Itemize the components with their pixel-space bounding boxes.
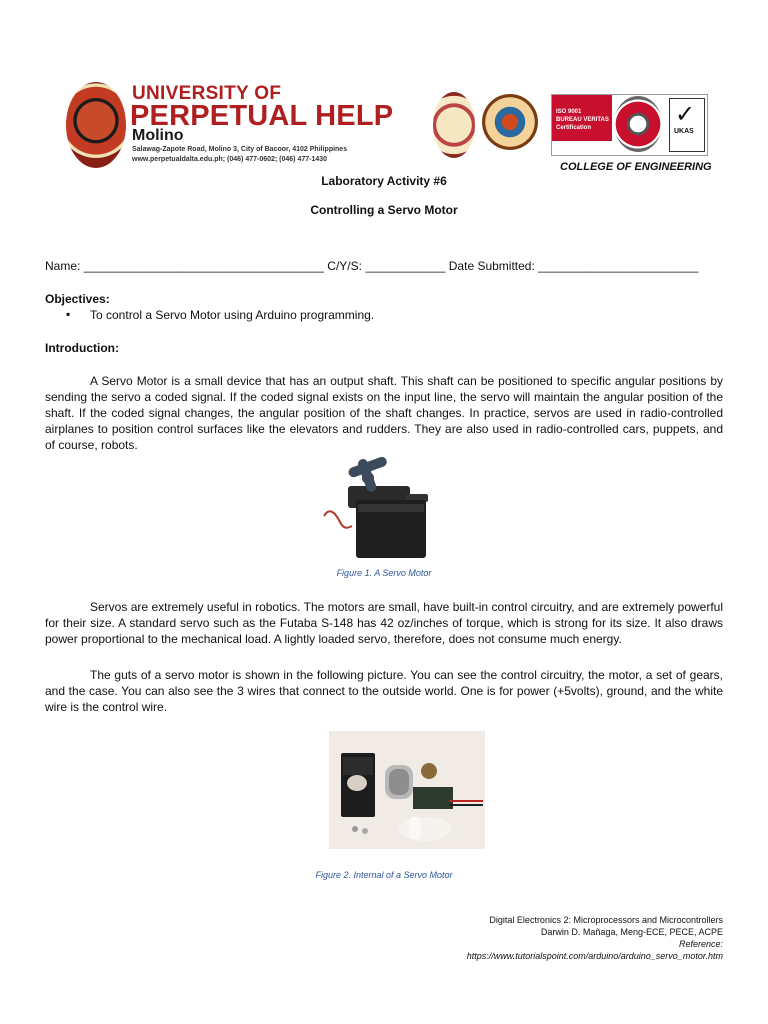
university-name-line2: PERPETUAL HELP [130,100,394,132]
date-label: Date Submitted: [448,259,535,273]
figure-2-caption: Figure 2. Internal of a Servo Motor [315,870,453,880]
activity-subject: Controlling a Servo Motor [310,203,458,217]
servo-motor-image [318,456,448,562]
university-address-block [132,145,347,165]
university-name-line1: UNIVERSITY OF [132,83,282,104]
student-info-line [45,258,698,274]
introduction-heading: Introduction: [45,341,119,355]
bureau-veritas-text: ISO 9001 BUREAU VERITAS Certification [556,109,609,131]
intro-paragraph-1: A Servo Motor is a small device that has an output shaft. This shaft can be positioned to specific angular positions by sending the servo a coded signal. If the coded signal exists on the input line, the servo will maintain the angular position of the shaft. If the coded signal changes, the angular position of the shaft changes. In practice, servos are used in radio-controlled airplanes to position control surfaces like the elevators and rudders. They are also used in radio-controlled cars, puppets, and of course, robots. [45,374,723,452]
footer-author: Darwin D. Mañaga, Meng-ECE, PECE, ACPE [540,927,723,937]
intro-paragraph-3: The guts of a servo motor is shown in the following picture. You can see the control circuitry, the motor, a set of gears, and the case. You can also see the 3 wires that connect to the outside world. One is for power (+5volts), ground, and the white wire is the control wire. [45,668,723,714]
name-label: Name: [45,259,81,273]
footer-block [467,914,723,962]
ukas-label: UKAS [674,128,694,135]
footer-reference-label: Reference: [678,939,723,949]
footer-course: Digital Electronics 2: Microprocessors and Microcontrollers [489,915,723,925]
campus-name: Molino [132,127,184,144]
college-name: COLLEGE OF ENGINEERING [560,161,712,173]
university-seal-logo [66,82,126,168]
college-seal-logo [433,92,475,158]
bureau-veritas-seal-logo [614,96,662,152]
figure-1-caption: Figure 1. A Servo Motor [336,568,432,578]
cys-blank[interactable]: ____________ [365,259,446,273]
cys-label: C/Y/S: [327,259,362,273]
name-blank[interactable]: ____________________________________ [83,259,324,273]
intro-paragraph-2: Servos are extremely useful in robotics. The motors are small, have built-in control circuitry, and are extremely powerful for their size. A standard servo such as the Futaba S-148 has 42 oz/inches of torque, which is strong for its size. It also draws power proportional to the mechanical load. A lightly loaded servo, therefore, does not consume much energy. [45,600,723,646]
activity-title: Laboratory Activity #6 [321,174,447,188]
university-address: Salawag-Zapote Road, Molino 3, City of Bacoor, 4102 Philippines [132,146,348,153]
engineering-seal-logo [482,94,538,150]
objective-item: To control a Servo Motor using Arduino programming. [90,308,375,322]
university-contact: www.perpetualdalta.edu.ph; (046) 477-0602; (046) 477-1430 [132,156,328,163]
footer-reference-url[interactable]: https://www.tutorialspoint.com/arduino/arduino_servo_motor.htm [466,951,723,961]
date-blank[interactable]: ________________________ [538,259,699,273]
checkmark-icon: ✓ [675,100,696,128]
servo-internals-image [329,731,485,849]
objective-bullet-icon: ▪ [66,307,71,321]
objectives-heading: Objectives: [45,292,110,306]
